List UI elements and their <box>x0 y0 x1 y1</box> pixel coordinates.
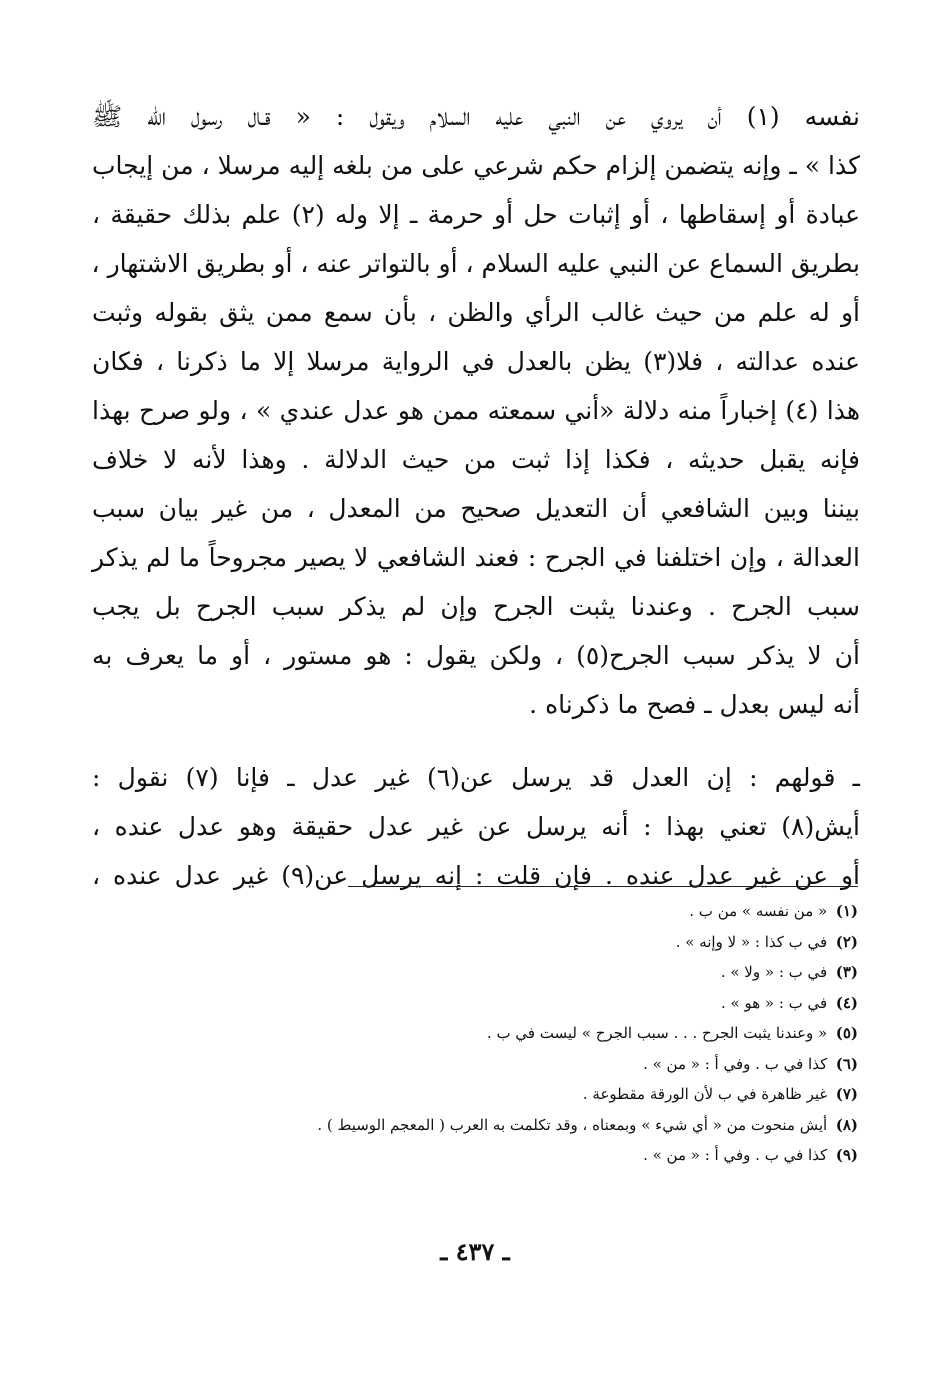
text-line: نفسه (١) أن يروي عن النبي عليه السلام ويقول : « قـال رسول الله ﷺ <box>92 102 860 131</box>
footnote-number: (٤) <box>835 993 858 1012</box>
text-line: أن لا يذكر سبب الجرح(٥) ، ولكن يقول : هو مستور ، أو ما يعرف به <box>92 641 860 670</box>
footnote-text: في ب كذا : « لا وإنه » . <box>675 932 828 951</box>
footnote-item <box>90 1049 858 1080</box>
footnote-number: (٣) <box>835 963 858 981</box>
footnote-item <box>90 927 858 958</box>
footnote-item <box>90 1079 858 1110</box>
text-line: عبادة أو إسقاطها ، أو إثبات حل أو حرمة ـ إلا وله (٢) علم بذلك حقيقة ، <box>92 200 860 229</box>
footnote-number: (٥) <box>835 1024 858 1042</box>
text-line: بطريق السماع عن النبي عليه السلام ، أو بالتواتر عنه ، أو بطريق الاشتهار ، <box>91 249 860 278</box>
paragraph-2 <box>92 753 860 900</box>
text-line: أيش(٨) تعني بهذا : أنه يرسل عن غير عدل حقيقة وهو عدل عنده ، <box>92 812 860 841</box>
footnote-text: « من نفسه » من ب . <box>689 902 828 920</box>
footnote-number: (٨) <box>835 1115 858 1134</box>
footnote-item <box>90 988 858 1019</box>
footnote-number: (١) <box>835 902 858 920</box>
text-line: أو له علم من حيث غالب الرأي والظن ، بأن سمع ممن يثق بقوله وثبت <box>92 298 860 327</box>
footnote-number: (٢) <box>835 932 858 951</box>
footnote-item <box>90 1018 858 1049</box>
text-line: أو عن غير عدل عنده . فإن قلت : إنه يرسل عن(٩) غير عدل عنده ، <box>92 861 861 890</box>
footnote-text: كذا في ب . وفي أ : « من » . <box>643 1054 828 1073</box>
text-line: بيننا وبين الشافعي أن التعديل صحيح من المعدل ، من غير بيان سبب <box>92 494 860 523</box>
footnote-text: في ب : « هو » . <box>720 993 828 1012</box>
page-number: ـ ٤٣٧ ـ <box>440 1237 510 1266</box>
text-line: أنه ليس بعدل ـ فصح ما ذكرناه . <box>529 690 860 719</box>
text-line: سبب الجرح . وعندنا يثبت الجرح وإن لم يذكر سبب الجرح بل يجب <box>92 592 860 621</box>
footnote-number: (٦) <box>835 1054 858 1073</box>
footnote-text: كذا في ب . وفي أ : « من » . <box>643 1146 828 1164</box>
text-line: هذا (٤) إخباراً منه دلالة «أني سمعته ممن هو عدل عندي » ، ولو صرح بهذا <box>92 396 861 425</box>
main-text <box>92 92 860 900</box>
text-line: العدالة ، وإن اختلفنا في الجرح : فعند الشافعي لا يصير مجروحاً ما لم يذكر <box>92 543 860 572</box>
footnotes <box>90 896 858 1171</box>
footnote-item <box>90 1140 858 1171</box>
paragraph-gap <box>92 729 860 753</box>
footnote-text: أيش منحوت من « أي شيء » وبمعناه ، وقد تكلمت به العرب ( المعجم الوسيط ) . <box>317 1115 828 1134</box>
footnote-number: (٩) <box>835 1146 858 1164</box>
footnote-text: غير ظاهرة في ب لأن الورقة مقطوعة . <box>582 1085 828 1103</box>
footnote-divider <box>348 886 858 887</box>
footnote-item <box>90 896 858 927</box>
footnote-text: في ب : « ولا » . <box>720 963 828 981</box>
text-line: فإنه يقبل حديثه ، فكذا إذا ثبت من حيث الدلالة . وهذا لأنه لا خلاف <box>92 445 860 474</box>
text-line: ـ قولهم : إن العدل قد يرسل عن(٦) غير عدل ـ فإنا (٧) نقول : <box>92 763 860 792</box>
paragraph-1 <box>92 92 860 729</box>
footnote-item <box>90 1110 858 1141</box>
footnote-text: « وعندنا يثبت الجرح . . . سبب الجرح » ليست في ب . <box>486 1024 828 1042</box>
text-line: كذا » ـ وإنه يتضمن إلزام حكم شرعي على من بلغه إليه مرسلا ، من إيجاب <box>92 151 860 180</box>
footnote-number: (٧) <box>835 1085 858 1103</box>
text-line: عنده عدالته ، فلا(٣) يظن بالعدل في الرواية مرسلا إلا ما ذكرنا ، فكان <box>92 347 861 376</box>
footnote-item <box>90 957 858 988</box>
